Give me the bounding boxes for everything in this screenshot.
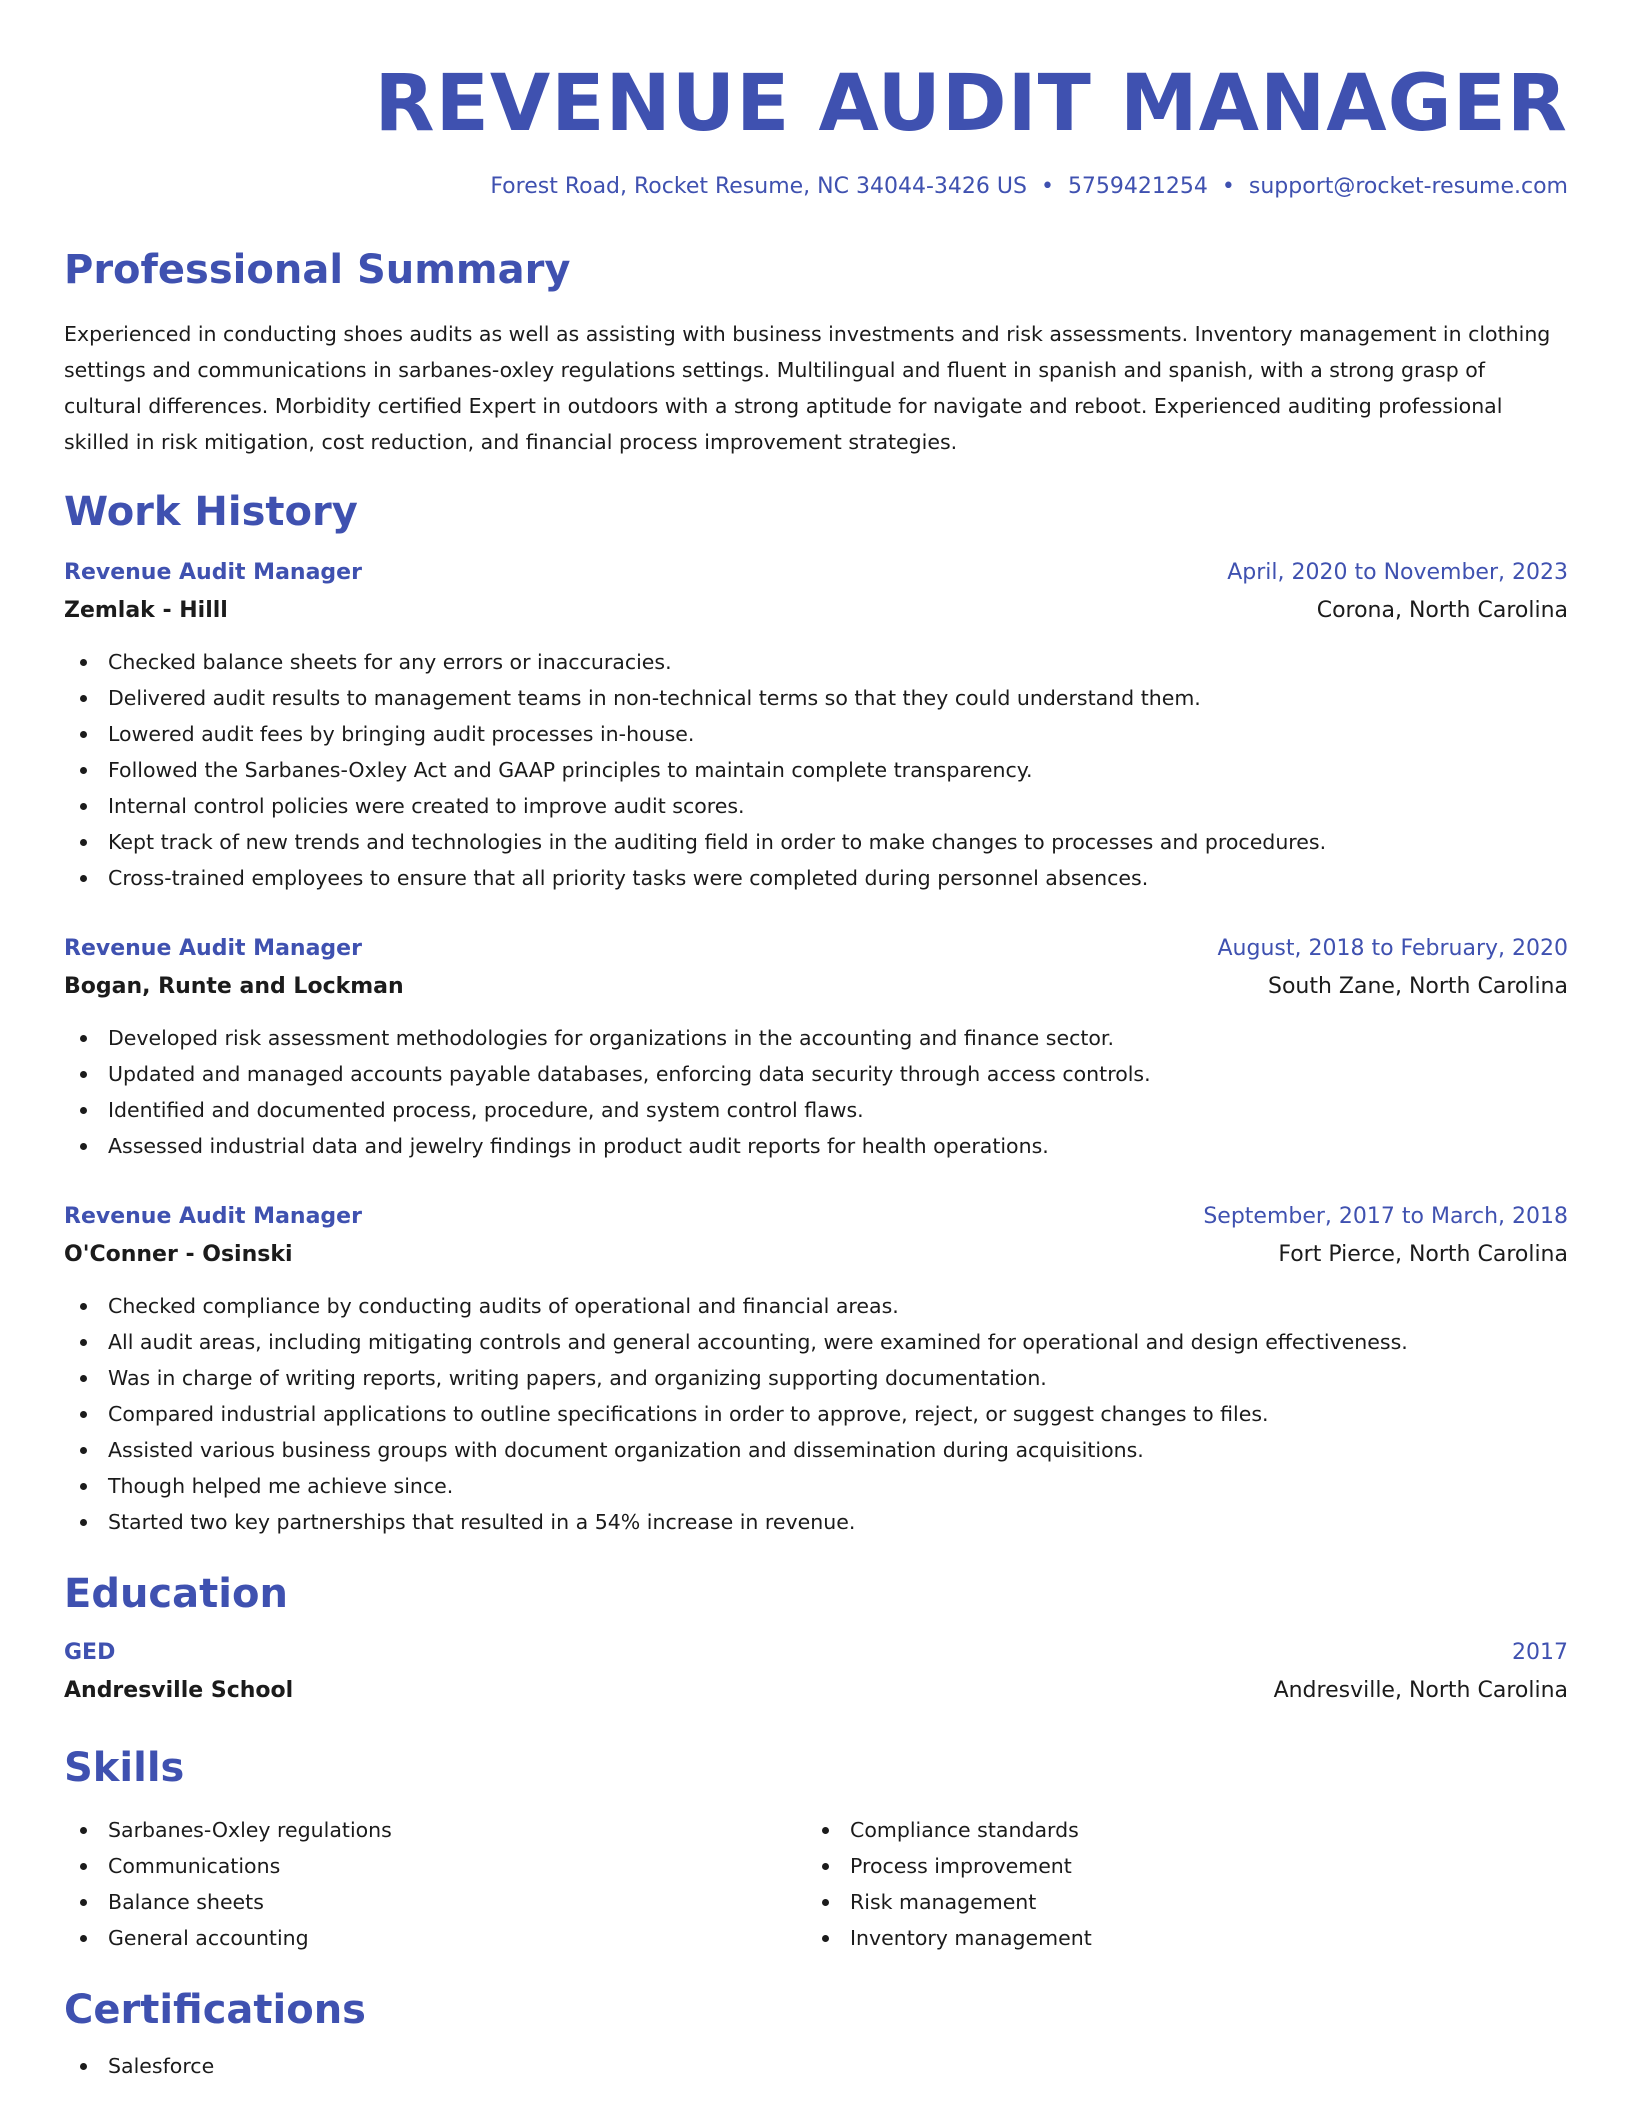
summary-text: Experienced in conducting shoes audits as well as assisting with business investments and risk assessments. Inventory management in clothing settings and communications in sarbanes-oxley regulations settings. Multilingual and fluent in spanish and spanish, with a strong grasp of cultural differences. Morbidity certified Expert in outdoors with a strong aptitude for navigate and reboot. Experienced auditing professional skilled in risk mitigation, cost reduction, and financial process improvement strategies. (64, 322, 1551, 454)
job-role: Revenue Audit Manager (64, 560, 362, 585)
job-company-row (64, 592, 1568, 630)
skill-item: Balance sheets (64, 1884, 806, 1920)
job-header-row (64, 1198, 1568, 1236)
job-bullet: All audit areas, including mitigating controls and general accounting, were examined for operational and design effectiveness. (64, 1324, 1568, 1360)
job-bullet: Compared industrial applications to outline specifications in order to approve, reject, or suggest changes to files. (64, 1396, 1568, 1432)
job-company-row (64, 968, 1568, 1006)
job-company: O'Conner - Osinski (64, 1242, 293, 1267)
education-location: Andresville, North Carolina (1273, 1678, 1568, 1703)
job-role: Revenue Audit Manager (64, 1204, 362, 1229)
job-bullet: Started two key partnerships that resulted in a 54% increase in revenue. (64, 1504, 1568, 1540)
education-year: 2017 (1512, 1640, 1568, 1665)
skill-item: General accounting (64, 1920, 806, 1956)
job-bullet: Kept track of new trends and technologies in the auditing field in order to make changes to processes and procedures. (64, 824, 1568, 860)
job-location: South Zane, North Carolina (1268, 974, 1568, 999)
job-bullet: Identified and documented process, procedure, and system control flaws. (64, 1092, 1568, 1128)
job-role: Revenue Audit Manager (64, 936, 362, 961)
section-heading-work-history: Work History (64, 489, 358, 535)
resume-title: REVENUE AUDIT MANAGER (374, 59, 1568, 149)
contact-email[interactable]: support@rocket-resume.com (1248, 174, 1568, 199)
separator-dot: • (1221, 174, 1235, 199)
section-heading-certifications: Certifications (64, 1987, 366, 2033)
job-entry (64, 554, 1568, 896)
contact-line (64, 172, 1568, 202)
job-bullet: Internal control policies were created to improve audit scores. (64, 788, 1568, 824)
education-degree: GED (64, 1640, 116, 1665)
section-heading-education: Education (64, 1571, 288, 1617)
skill-item: Process improvement (806, 1848, 1548, 1884)
skills-list-right (806, 1812, 1548, 1956)
skill-item: Inventory management (806, 1920, 1548, 1956)
education-entry (64, 1634, 1568, 1710)
job-entry (64, 1198, 1568, 1540)
job-entry (64, 930, 1568, 1164)
job-bullet-list (64, 644, 1568, 896)
section-heading-summary: Professional Summary (64, 247, 571, 293)
skill-item: Compliance standards (806, 1812, 1548, 1848)
skill-item: Risk management (806, 1884, 1548, 1920)
job-location: Corona, North Carolina (1316, 598, 1568, 623)
education-school: Andresville School (64, 1678, 294, 1703)
job-bullet: Developed risk assessment methodologies for organizations in the accounting and finance sector. (64, 1020, 1568, 1056)
job-bullet: Assisted various business groups with document organization and dissemination during acquisitions. (64, 1432, 1568, 1468)
job-bullet: Checked compliance by conducting audits of operational and financial areas. (64, 1288, 1568, 1324)
job-bullet: Cross-trained employees to ensure that all priority tasks were completed during personnel absences. (64, 860, 1568, 896)
job-bullet: Though helped me achieve since. (64, 1468, 1568, 1504)
job-bullet: Updated and managed accounts payable databases, enforcing data security through access controls. (64, 1056, 1568, 1092)
job-header-row (64, 554, 1568, 592)
job-company: Bogan, Runte and Lockman (64, 974, 404, 999)
job-bullet: Was in charge of writing reports, writing papers, and organizing supporting documentation. (64, 1360, 1568, 1396)
separator-dot: • (1040, 174, 1054, 199)
contact-address: Forest Road, Rocket Resume, NC 34044-3426 US (490, 174, 1027, 199)
work-history-list (64, 554, 1568, 1540)
job-location: Fort Pierce, North Carolina (1278, 1242, 1568, 1267)
skill-item: Sarbanes-Oxley regulations (64, 1812, 806, 1848)
job-bullet-list (64, 1288, 1568, 1540)
skills-list-left (64, 1812, 806, 1956)
job-bullet: Followed the Sarbanes-Oxley Act and GAAP principles to maintain complete transparency. (64, 752, 1568, 788)
contact-phone: 5759421254 (1067, 174, 1208, 199)
job-bullet-list (64, 1020, 1568, 1164)
section-heading-skills: Skills (64, 1745, 185, 1791)
job-header-row (64, 930, 1568, 968)
skills-columns (64, 1812, 1568, 1956)
job-company: Zemlak - Hilll (64, 598, 228, 623)
job-dates: September, 2017 to March, 2018 (1203, 1204, 1568, 1229)
job-bullet: Checked balance sheets for any errors or inaccuracies. (64, 644, 1568, 680)
job-bullet: Lowered audit fees by bringing audit processes in-house. (64, 716, 1568, 752)
certification-item: Salesforce (64, 2048, 1568, 2084)
job-bullet: Delivered audit results to management teams in non-technical terms so that they could understand them. (64, 680, 1568, 716)
certifications-list (64, 2048, 1568, 2084)
job-bullet: Assessed industrial data and jewelry findings in product audit reports for health operations. (64, 1128, 1568, 1164)
job-company-row (64, 1236, 1568, 1274)
job-dates: April, 2020 to November, 2023 (1227, 560, 1568, 585)
skill-item: Communications (64, 1848, 806, 1884)
job-dates: August, 2018 to February, 2020 (1217, 936, 1568, 961)
